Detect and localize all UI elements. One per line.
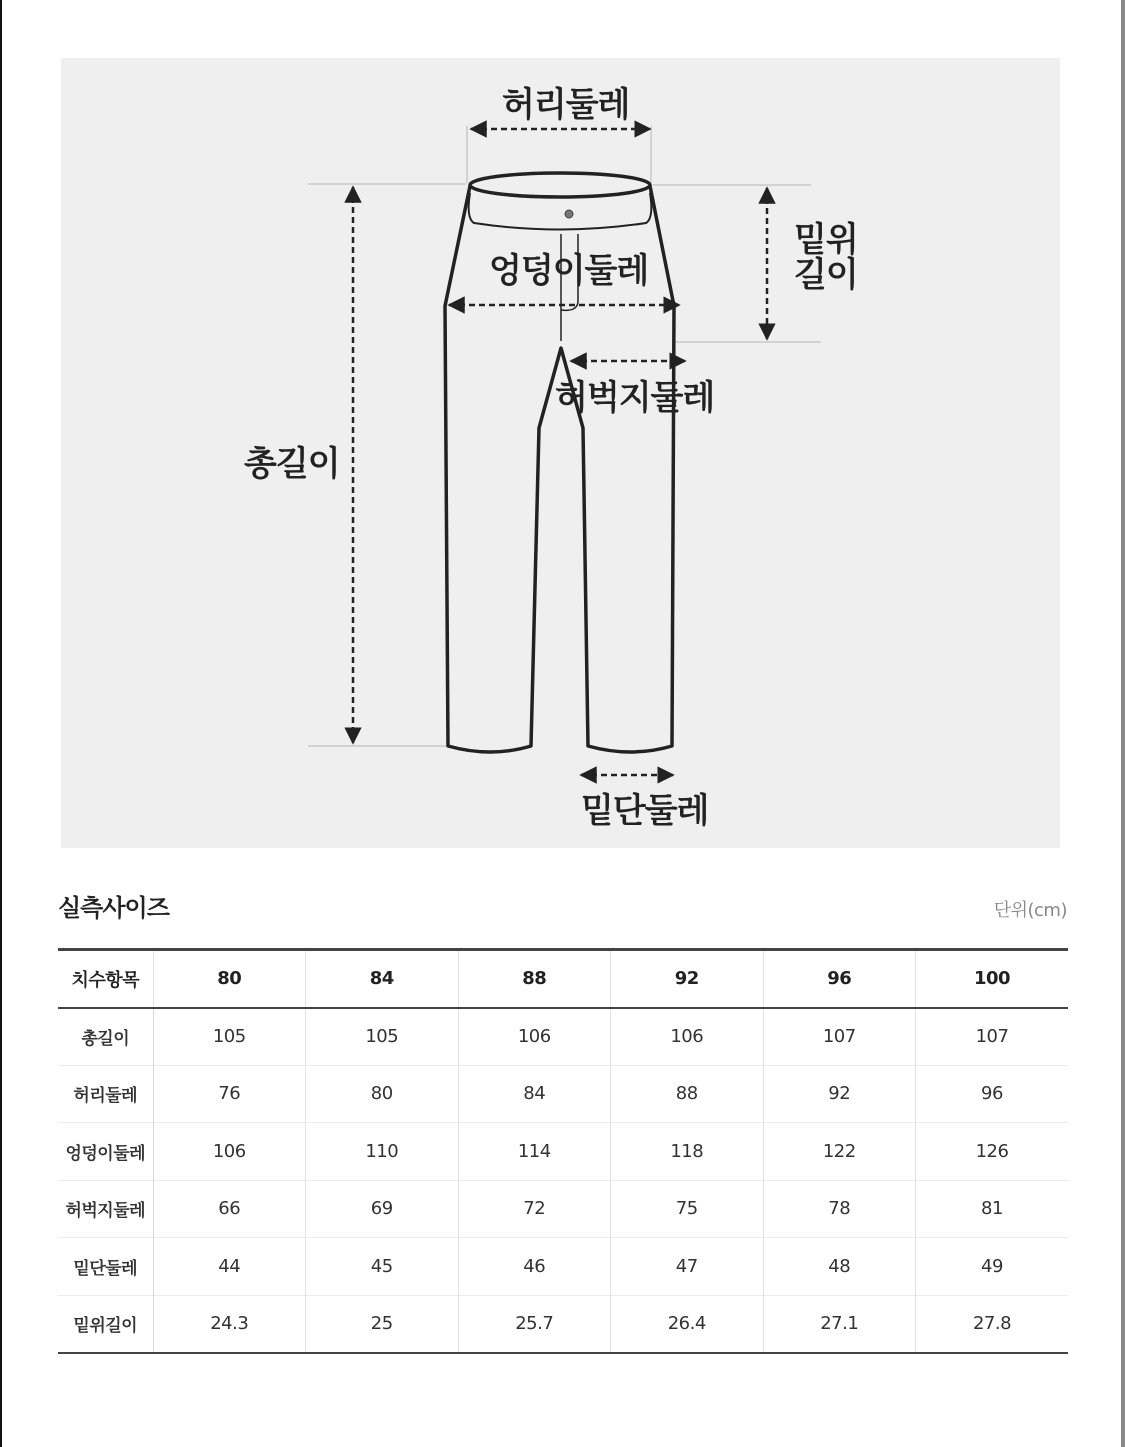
table-cell: 126 (916, 1123, 1069, 1181)
table-header-row (58, 950, 1068, 1008)
label-thigh: 허벅지둘레 (555, 378, 715, 418)
row-label: 허벅지둘레 (58, 1180, 153, 1238)
table-cell: 106 (611, 1008, 764, 1066)
table-cell: 81 (916, 1180, 1069, 1238)
table-cell: 122 (763, 1123, 916, 1181)
table-cell: 80 (306, 1065, 459, 1123)
row-label: 허리둘레 (58, 1065, 153, 1123)
table-cell: 45 (306, 1238, 459, 1296)
table-cell: 96 (916, 1065, 1069, 1123)
table-row (58, 1295, 1068, 1353)
table-cell: 75 (611, 1180, 764, 1238)
table-cell: 24.3 (153, 1295, 306, 1353)
table-cell: 76 (153, 1065, 306, 1123)
table-cell: 78 (763, 1180, 916, 1238)
table-cell: 84 (458, 1065, 611, 1123)
header-label: 치수항목 (58, 950, 153, 1008)
row-label: 총길이 (58, 1008, 153, 1066)
table-cell: 27.1 (763, 1295, 916, 1353)
table-cell: 88 (611, 1065, 764, 1123)
table-row (58, 1180, 1068, 1238)
table-cell: 118 (611, 1123, 764, 1181)
label-hem: 밑단둘레 (581, 791, 709, 831)
section-title: 실측사이즈 (58, 894, 169, 922)
label-rise-line2: 길이 (794, 255, 858, 295)
table-row (58, 1008, 1068, 1066)
unit-label: 단위(cm) (993, 900, 1067, 921)
table-row (58, 1065, 1068, 1123)
table-cell: 25.7 (458, 1295, 611, 1353)
table-cell: 69 (306, 1180, 459, 1238)
table-cell: 47 (611, 1238, 764, 1296)
table-row (58, 1238, 1068, 1296)
size-header: 88 (458, 950, 611, 1008)
size-header: 80 (153, 950, 306, 1008)
table-cell: 49 (916, 1238, 1069, 1296)
table-cell: 106 (458, 1008, 611, 1066)
table-cell: 72 (458, 1180, 611, 1238)
table-cell: 44 (153, 1238, 306, 1296)
left-border (0, 0, 2, 1447)
label-rise-line1: 밑위 (794, 220, 858, 260)
size-header: 84 (306, 950, 459, 1008)
row-label: 밑단둘레 (58, 1238, 153, 1296)
size-header: 96 (763, 950, 916, 1008)
table-cell: 92 (763, 1065, 916, 1123)
table-cell: 105 (153, 1008, 306, 1066)
pants-illustration (61, 58, 1060, 848)
table-cell: 25 (306, 1295, 459, 1353)
right-scrollbar[interactable] (1121, 0, 1125, 1447)
table-cell: 26.4 (611, 1295, 764, 1353)
table-cell: 107 (916, 1008, 1069, 1066)
table-row (58, 1123, 1068, 1181)
size-header: 92 (611, 950, 764, 1008)
table-cell: 114 (458, 1123, 611, 1181)
table-cell: 107 (763, 1008, 916, 1066)
table-cell: 66 (153, 1180, 306, 1238)
table-cell: 110 (306, 1123, 459, 1181)
size-guide-diagram (61, 58, 1060, 848)
size-header: 100 (916, 950, 1069, 1008)
table-cell: 48 (763, 1238, 916, 1296)
label-waist: 허리둘레 (502, 85, 630, 125)
row-label: 밑위길이 (58, 1295, 153, 1353)
table-cell: 105 (306, 1008, 459, 1066)
size-table (58, 948, 1068, 1354)
table-cell: 27.8 (916, 1295, 1069, 1353)
table-cell: 46 (458, 1238, 611, 1296)
table-cell: 106 (153, 1123, 306, 1181)
row-label: 엉덩이둘레 (58, 1123, 153, 1181)
label-total-length: 총길이 (244, 444, 340, 484)
label-hip: 엉덩이둘레 (489, 251, 649, 291)
